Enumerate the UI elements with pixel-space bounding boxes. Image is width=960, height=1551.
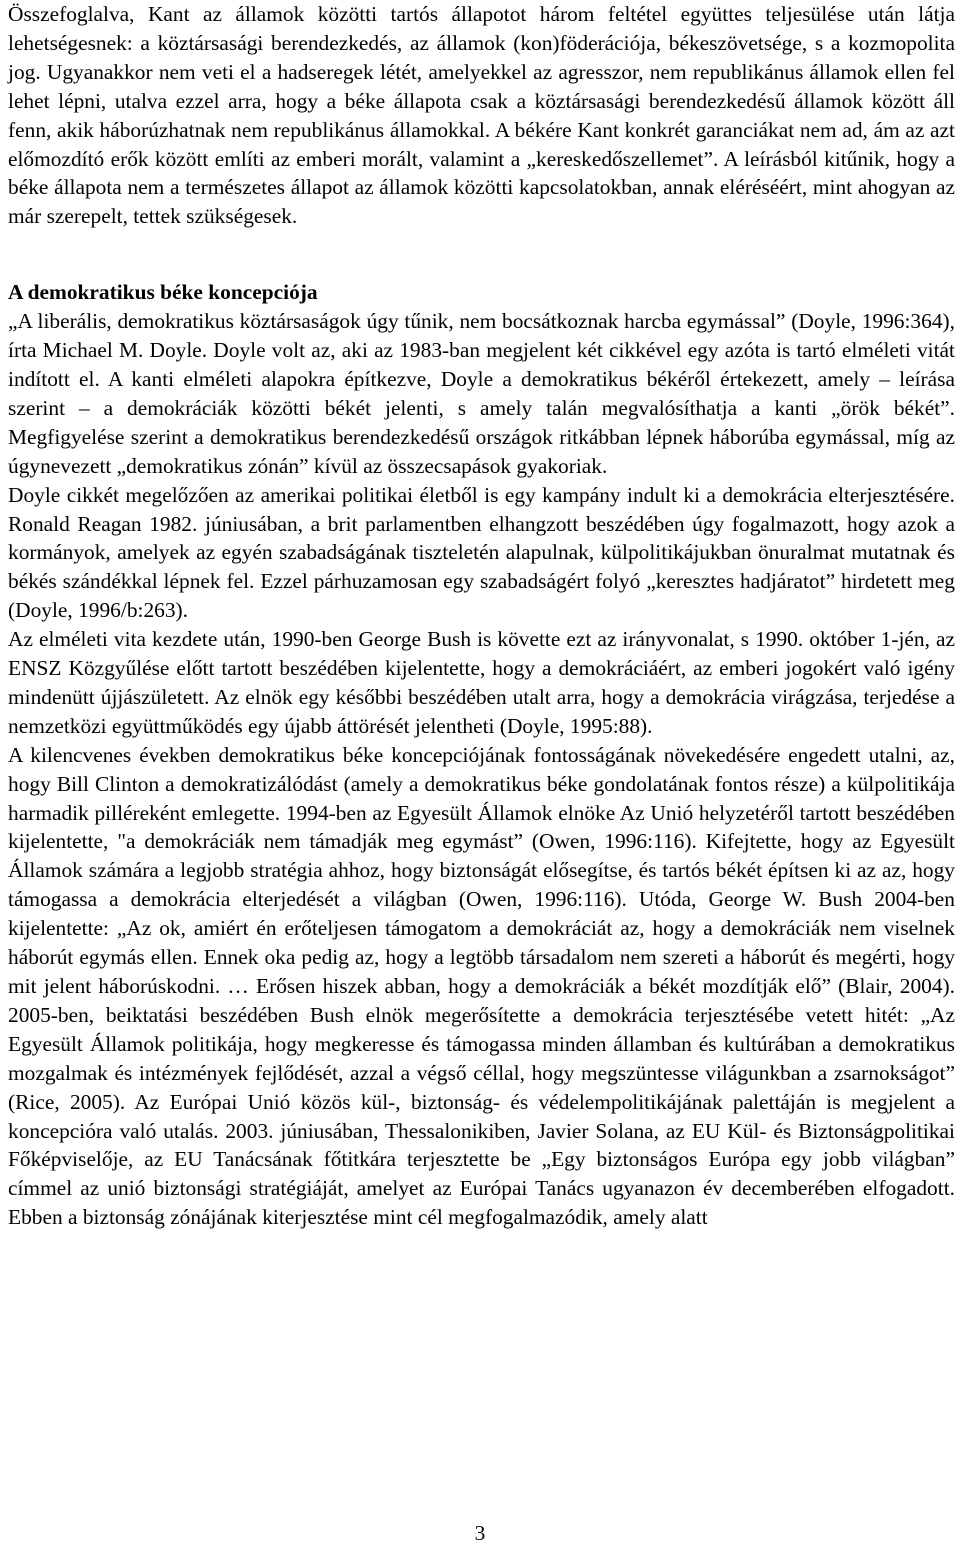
paragraph-clinton: A kilencvenes években demokratikus béke koncepciójának fontosságának növekedésére engedett utalni, az, hogy Bill Clinton a demokratizálódást (amely a demokratikus béke gondolatának fontos része) a külpolitikája harmadik pilléreként emlegette. 1994-ben az Egyesült Államok elnöke Az Unió helyzetéről tartott beszédében kijelentette, "a demokráciák nem támadják meg egymást” (Owen, 1996:116). Kifejtette, hogy az Egyesült Államok számára a legjobb stratégia ahhoz, hogy biztonságát elősegítse, és tartós békét építsen ki az az, hogy támogassa a demokrácia elterjedését a világban (Owen, 1996:116). Utóda, George W. Bush 2004-ben kijelentette: „Az ok, amiért én erőteljesen támogatom a demokráciát az, hogy a demokráciák nem viselnek háborút egymás ellen. Ennek oka pedig az, hogy a legtöbb társadalom nem szereti a háborút és megérti, hogy mit jelent háborúskodni. … Erősen hiszek abban, hogy a demokráciák a békét mozdítják elő” (Blair, 2004). 2005-ben, beiktatási beszédében Bush elnök megerősítette a demokrácia terjesztésébe vetett hitét: „Az Egyesült Államok politikája, hogy megkeresse és támogassa minden államban és kultúrában a demokratikus mozgalmak és intézmények fejlődését, azzal a végső céllal, hogy megszüntesse világunkban a zsarnokságot” (Rice, 2005). Az Európai Unió közös kül-, biztonság- és védelempolitikájának palettáján is megjelent a koncepcióra való utalás. 2003. júniusában, Thessalonikiben, Javier Solana, az EU Kül- és Biztonságpolitikai Főképviselője, az EU Tanácsának főtitkára terjesztette be „Egy biztonságos Európa egy jobb világban” címmel az unió biztonsági stratégiáját, amelyet az Európai Tanács ugyanazon év decemberében elfogadott. Ebben a biztonság zónájának kiterjesztése mint cél megfogalmazódik, amely alatt <box>8 742 955 1230</box>
intro-paragraph: Összefoglalva, Kant az államok közötti tartós állapotot három feltétel együttes teljesülése után látja lehetségesnek: a köztársasági berendezkedés, az államok (kon)föderációja, békeszövetsége, s a kozmopolita jog. Ugyanakkor nem veti el a hadseregek létét, amelyekkel az agresszor, nem republikánus államok ellen fel lehet lépni, utalva ezzel arra, hogy a béke állapota csak a köztársasági berendezkedésű államok között áll fenn, akik háborúzhatnak nem republikánus államokkal. A békére Kant konkrét garanciákat nem ad, ám az azt előmozdító erők között említi az emberi morált, valamint a „kereskedőszellemet”. A leírásból kitűnik, hogy a béke állapota nem a természetes állapot az államok közötti kapcsolatokban, annak eléréséért, mint ahogyan az már szerepelt, tettek szükségesek. <box>8 2 955 229</box>
section-heading: A demokratikus béke koncepciója <box>8 280 318 305</box>
page-number: 3 <box>474 1521 486 1545</box>
paragraph-bush: Az elméleti vita kezdete után, 1990-ben George Bush is követte ezt az irányvonalat, s 1990. október 1-jén, az ENSZ Közgyűlése előtt tartott beszédében kijelentette, hogy a demokráciáért, az emberi jogokért való igény mindenütt újjászületett. Az elnök egy későbbi beszédében utalt arra, hogy a demokrácia virágzása, terjedése a nemzetközi együttműködés egy újabb áttörését jelentheti (Doyle, 1995:88). <box>8 627 955 738</box>
paragraph-doyle-quote: „A liberális, demokratikus köztársaságok úgy tűnik, nem bocsátkoznak harcba egymással” (Doyle, 1996:364), írta Michael M. Doyle. Doyle volt az, aki az 1983-ban megjelent két cikkével egy azóta is tartó elméleti vitát indított el. A kanti elméleti alapokra építkezve, Doyle a demokratikus békéről értekezett, amely – leírása szerint – a demokráciák közötti békét jelenti, s amely talán megvalósíthatja a kanti „örök békét”. Megfigyelése szerint a demokratikus berendezkedésű országok ritkábban lépnek háborúba egymással, míg az úgynevezett „demokratikus zónán” kívül az összecsapások gyakoriak. <box>8 309 955 478</box>
paragraph-reagan: Doyle cikkét megelőzően az amerikai politikai életből is egy kampány indult ki a demokrácia elterjesztésére. Ronald Reagan 1982. júniusában, a brit parlamentben elhangzott beszédében úgy fogalmazott, hogy azok a kormányok, amelyek az egyén szabadságának tiszteletén alapulnak, külpolitikájukban önuralmat mutatnak és békés szándékkal lépnek fel. Ezzel párhuzamosan egy szabadságért folyó „keresztes hadjáratot” hirdetett meg (Doyle, 1996/b:263). <box>8 482 955 623</box>
document-page <box>8 0 955 1232</box>
